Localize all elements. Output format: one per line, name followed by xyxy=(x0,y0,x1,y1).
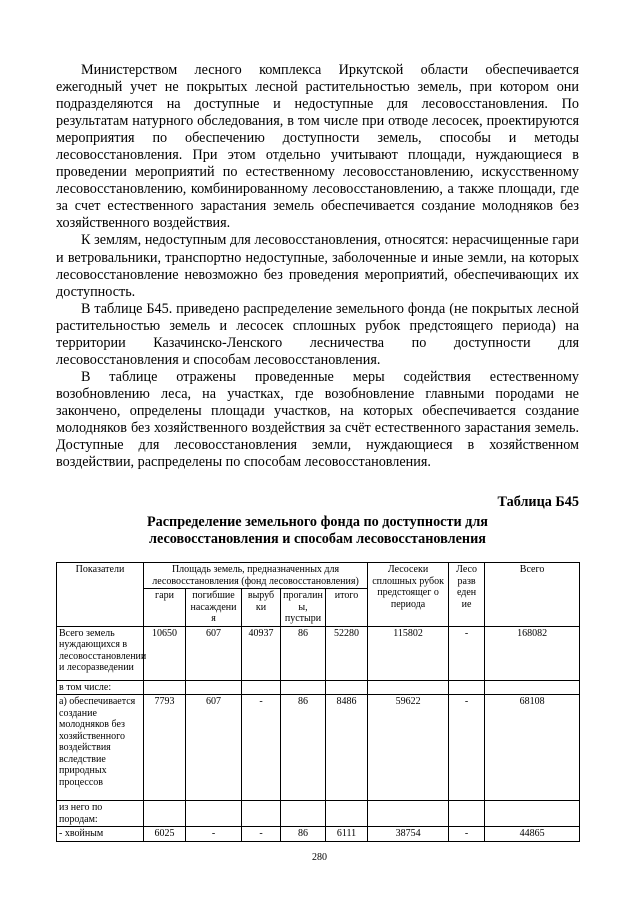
header-area-group: Площадь земель, предназначенных для лесовосстановления (фонд лесовосстановления) xyxy=(144,563,368,589)
cell: - xyxy=(449,695,485,801)
cell: 52280 xyxy=(326,626,368,680)
header-indicators: Показатели xyxy=(57,563,144,627)
cell: 40937 xyxy=(242,626,281,680)
cell xyxy=(368,801,449,827)
cell xyxy=(368,680,449,695)
paragraph-2: К землям, недоступным для лесовосстановления, относятся: нерасчищенные гари и ветровальники, транспортно недоступные, заболоченные и иные земли, на которых лесовосстановление невозможно без проведения мероприятий, обеспечивающих их доступность. xyxy=(56,232,579,300)
cell: 86 xyxy=(281,827,326,842)
body-text xyxy=(56,62,579,471)
cell: 6111 xyxy=(326,827,368,842)
land-fund-table xyxy=(56,562,580,842)
header-sub-subtotal: итого xyxy=(326,589,368,627)
header-reforested: Лесо разв еден ие xyxy=(449,563,485,627)
row-label: а) обеспечивается создание молодняков без хозяйственного воздействия вследствие природных процессов xyxy=(57,695,144,801)
table-row xyxy=(57,626,580,680)
page-number: 280 xyxy=(312,852,327,863)
table-title-line-2: лесовосстановления и способам лесовосстановления xyxy=(149,531,486,547)
cell xyxy=(281,680,326,695)
cell xyxy=(485,680,580,695)
paragraph-3: В таблице Б45. приведено распределение земельного фонда (не покрытых лесной растительностью земель и лесосек сплошных рубок предстоящего периода) на территории Казачинско-Ленского лесничества по доступности для лесовосстановления и способам лесовосстановления. xyxy=(56,300,579,368)
table-row xyxy=(57,680,580,695)
header-sub-dead-stands: погибшие насаждени я xyxy=(186,589,242,627)
cell: - xyxy=(449,626,485,680)
cell: - xyxy=(242,695,281,801)
cell: 607 xyxy=(186,695,242,801)
row-label: Всего земель нуждающихся в лесовосстановлении и лесоразведении xyxy=(57,626,144,680)
paragraph-1: Министерством лесного комплекса Иркутской области обеспечивается ежегодный учет не покрытых лесной растительностью земель, при котором они подразделяются на доступные и недоступные для лесовосстановления. По результатам натурного обследования, в том числе при отводе лесосек, проектируются мероприятия по обеспечению доступности земель, способы и методы лесовосстановления. При этом отдельно учитывают площади, нуждающиеся в проведении мероприятий по естественному лесовосстановлению, искусственному лесовосстановлению, комбинированному лесовосстановлению, а также площади, где за счет естественного зарастания земель обеспечивается создание молодняков без хозяйственного воздействия. xyxy=(56,62,579,232)
cell xyxy=(242,680,281,695)
paragraph-4: В таблице отражены проведенные меры содействия естественному возобновлению леса, на участках, где возобновление главными породами не закончено, определены площади участков, на которых обеспечивается создание молодняков без хозяйственного воздействия за счёт естественного зарастания земель. Доступные для лесовосстановления земли, нуждающиеся в хозяйственном воздействии, распределены по способам лесовосстановления. xyxy=(56,368,579,471)
cell xyxy=(449,801,485,827)
cell xyxy=(242,801,281,827)
cell: 7793 xyxy=(144,695,186,801)
cell: 6025 xyxy=(144,827,186,842)
cell: - xyxy=(449,827,485,842)
cell: 86 xyxy=(281,695,326,801)
cell: 38754 xyxy=(368,827,449,842)
table-row xyxy=(57,695,580,801)
row-label: в том числе: xyxy=(57,680,144,695)
table-title xyxy=(56,514,579,548)
cell xyxy=(449,680,485,695)
cell xyxy=(326,680,368,695)
cell: 115802 xyxy=(368,626,449,680)
cell: 86 xyxy=(281,626,326,680)
header-sub-clearcuts: выруб ки xyxy=(242,589,281,627)
cell xyxy=(186,680,242,695)
cell xyxy=(485,801,580,827)
table-row xyxy=(57,827,580,842)
row-label: - хвойным xyxy=(57,827,144,842)
table-header-row-1 xyxy=(57,563,580,589)
cell: 168082 xyxy=(485,626,580,680)
header-total: Всего xyxy=(485,563,580,627)
cell xyxy=(144,801,186,827)
cell xyxy=(326,801,368,827)
cell: 59622 xyxy=(368,695,449,801)
table-row xyxy=(57,801,580,827)
cell xyxy=(281,801,326,827)
cell: 607 xyxy=(186,626,242,680)
cell: - xyxy=(242,827,281,842)
header-cutting-areas: Лесосеки сплошных рубок предстоящег о периода xyxy=(368,563,449,627)
table-label: Таблица Б45 xyxy=(497,494,579,510)
cell: - xyxy=(186,827,242,842)
table-title-line-1: Распределение земельного фонда по доступности для xyxy=(147,514,488,530)
row-label: из него по породам: xyxy=(57,801,144,827)
cell: 44865 xyxy=(485,827,580,842)
header-sub-glades: прогалин ы, пустыри xyxy=(281,589,326,627)
cell xyxy=(186,801,242,827)
cell: 10650 xyxy=(144,626,186,680)
header-sub-burns: гари xyxy=(144,589,186,627)
cell xyxy=(144,680,186,695)
cell: 8486 xyxy=(326,695,368,801)
cell: 68108 xyxy=(485,695,580,801)
